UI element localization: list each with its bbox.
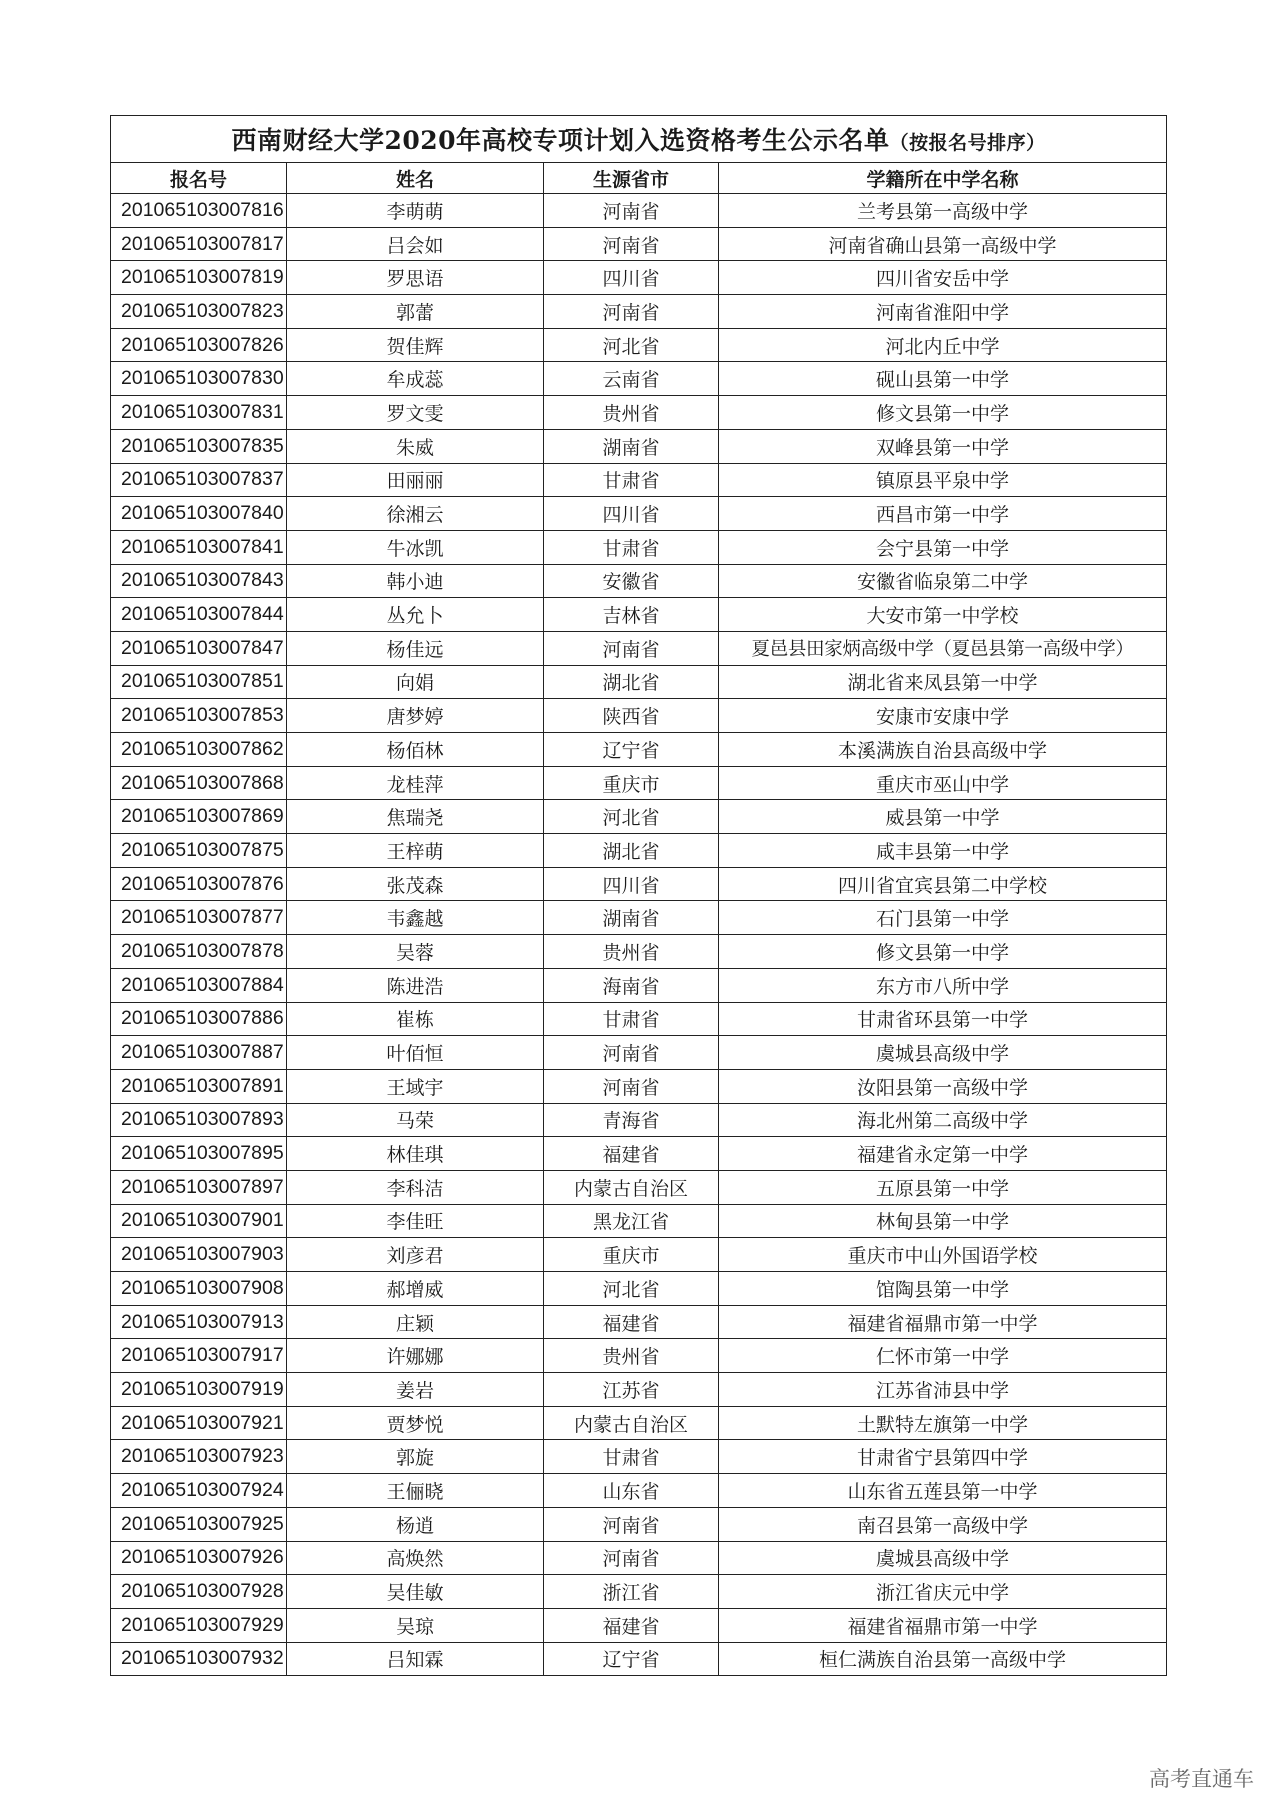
student-name-cell: 吴琼 [287,1608,544,1642]
school-name-cell: 夏邑县田家炳高级中学（夏邑县第一高级中学） [719,631,1167,665]
registration-number-cell: 201065103007919 [111,1373,287,1407]
registration-number-cell: 201065103007844 [111,598,287,632]
table-row [111,766,1167,800]
table-row [111,1204,1167,1238]
student-name-cell: 王域宇 [287,1069,544,1103]
school-name-cell: 海北州第二高级中学 [719,1103,1167,1137]
table-row [111,935,1167,969]
school-name-cell: 浙江省庆元中学 [719,1575,1167,1609]
province-cell: 福建省 [544,1305,719,1339]
student-name-cell: 李萌萌 [287,194,544,228]
table-row [111,328,1167,362]
registration-number-cell: 201065103007929 [111,1608,287,1642]
school-name-cell: 威县第一中学 [719,800,1167,834]
province-cell: 山东省 [544,1474,719,1508]
province-cell: 四川省 [544,497,719,531]
table-row [111,1339,1167,1373]
school-name-cell: 福建省福鼎市第一中学 [719,1305,1167,1339]
registration-number-cell: 201065103007826 [111,328,287,362]
student-name-cell: 朱威 [287,429,544,463]
province-cell: 吉林省 [544,598,719,632]
student-name-cell: 林佳琪 [287,1137,544,1171]
registration-number-cell: 201065103007884 [111,968,287,1002]
school-name-cell: 江苏省沛县中学 [719,1373,1167,1407]
registration-number-cell: 201065103007847 [111,631,287,665]
student-name-cell: 李佳旺 [287,1204,544,1238]
registration-number-cell: 201065103007835 [111,429,287,463]
province-cell: 海南省 [544,968,719,1002]
province-cell: 河北省 [544,328,719,362]
table-row [111,564,1167,598]
school-name-cell: 福建省永定第一中学 [719,1137,1167,1171]
school-name-cell: 汝阳县第一高级中学 [719,1069,1167,1103]
table-row [111,1541,1167,1575]
school-name-cell: 兰考县第一高级中学 [719,194,1167,228]
registration-number-cell: 201065103007817 [111,227,287,261]
registration-number-cell: 201065103007891 [111,1069,287,1103]
table-row [111,1137,1167,1171]
student-name-cell: 叶佰恒 [287,1036,544,1070]
province-cell: 河南省 [544,1541,719,1575]
table-row [111,1507,1167,1541]
province-cell: 四川省 [544,261,719,295]
province-cell: 贵州省 [544,396,719,430]
table-row [111,1608,1167,1642]
registration-number-cell: 201065103007897 [111,1170,287,1204]
table-row [111,800,1167,834]
province-cell: 湖北省 [544,834,719,868]
student-name-cell: 高焕然 [287,1541,544,1575]
table-row [111,1103,1167,1137]
province-cell: 贵州省 [544,935,719,969]
column-header-school: 学籍所在中学名称 [719,163,1167,194]
table-row [111,1238,1167,1272]
school-name-cell: 西昌市第一中学 [719,497,1167,531]
table-row [111,1642,1167,1676]
student-name-cell: 姜岩 [287,1373,544,1407]
province-cell: 湖南省 [544,429,719,463]
school-name-cell: 湖北省来凤县第一中学 [719,665,1167,699]
school-name-cell: 河南省确山县第一高级中学 [719,227,1167,261]
table-row [111,834,1167,868]
school-name-cell: 甘肃省环县第一中学 [719,1002,1167,1036]
student-name-cell: 向娟 [287,665,544,699]
registration-number-cell: 201065103007901 [111,1204,287,1238]
table-body [111,194,1167,1676]
registration-number-cell: 201065103007932 [111,1642,287,1676]
registration-number-cell: 201065103007819 [111,261,287,295]
school-name-cell: 东方市八所中学 [719,968,1167,1002]
school-name-cell: 四川省安岳中学 [719,261,1167,295]
registration-number-cell: 201065103007840 [111,497,287,531]
table-row [111,1036,1167,1070]
school-name-cell: 安康市安康中学 [719,699,1167,733]
province-cell: 贵州省 [544,1339,719,1373]
registration-number-cell: 201065103007924 [111,1474,287,1508]
registration-number-cell: 201065103007869 [111,800,287,834]
table-row [111,396,1167,430]
student-name-cell: 郭旋 [287,1440,544,1474]
table-row [111,497,1167,531]
table-row [111,1373,1167,1407]
school-name-cell: 桓仁满族自治县第一高级中学 [719,1642,1167,1676]
table-row [111,227,1167,261]
student-name-cell: 马荣 [287,1103,544,1137]
student-name-cell: 牟成蕊 [287,362,544,396]
table-row [111,665,1167,699]
registration-number-cell: 201065103007875 [111,834,287,868]
student-name-cell: 庄颖 [287,1305,544,1339]
registration-number-cell: 201065103007878 [111,935,287,969]
registration-number-cell: 201065103007851 [111,665,287,699]
registration-number-cell: 201065103007928 [111,1575,287,1609]
province-cell: 重庆市 [544,1238,719,1272]
student-name-cell: 焦瑞尧 [287,800,544,834]
school-name-cell: 土默特左旗第一中学 [719,1406,1167,1440]
table-row [111,295,1167,329]
province-cell: 河南省 [544,1069,719,1103]
title-text: 西南财经大学2020年高校专项计划入选资格考生公示名单 [231,126,890,155]
school-name-cell: 虞城县高级中学 [719,1541,1167,1575]
registration-number-cell: 201065103007908 [111,1272,287,1306]
school-name-cell: 河南省淮阳中学 [719,295,1167,329]
province-cell: 甘肃省 [544,463,719,497]
table-row [111,699,1167,733]
table-row [111,598,1167,632]
province-cell: 河南省 [544,1036,719,1070]
registration-number-cell: 201065103007925 [111,1507,287,1541]
province-cell: 内蒙古自治区 [544,1406,719,1440]
school-name-cell: 四川省宜宾县第二中学校 [719,867,1167,901]
school-name-cell: 南召县第一高级中学 [719,1507,1167,1541]
student-name-cell: 杨佰林 [287,733,544,767]
registration-number-cell: 201065103007853 [111,699,287,733]
table-row [111,362,1167,396]
registration-number-cell: 201065103007816 [111,194,287,228]
province-cell: 内蒙古自治区 [544,1170,719,1204]
table-row [111,867,1167,901]
province-cell: 辽宁省 [544,733,719,767]
student-name-cell: 王梓萌 [287,834,544,868]
table-row [111,429,1167,463]
registration-number-cell: 201065103007830 [111,362,287,396]
registration-number-cell: 201065103007895 [111,1137,287,1171]
school-name-cell: 林甸县第一中学 [719,1204,1167,1238]
student-name-cell: 吕会如 [287,227,544,261]
province-cell: 江苏省 [544,1373,719,1407]
province-cell: 河北省 [544,1272,719,1306]
column-header-name: 姓名 [287,163,544,194]
table-row [111,463,1167,497]
province-cell: 甘肃省 [544,1440,719,1474]
school-name-cell: 双峰县第一中学 [719,429,1167,463]
province-cell: 河南省 [544,631,719,665]
registration-number-cell: 201065103007831 [111,396,287,430]
document-title [111,116,1167,163]
student-name-cell: 李科洁 [287,1170,544,1204]
province-cell: 河北省 [544,800,719,834]
province-cell: 陕西省 [544,699,719,733]
student-name-cell: 韦鑫越 [287,901,544,935]
school-name-cell: 河北内丘中学 [719,328,1167,362]
student-name-cell: 罗文雯 [287,396,544,430]
registration-number-cell: 201065103007876 [111,867,287,901]
watermark-text: 高考直通车 [1149,1767,1254,1791]
school-name-cell: 馆陶县第一中学 [719,1272,1167,1306]
province-cell: 湖北省 [544,665,719,699]
school-name-cell: 仁怀市第一中学 [719,1339,1167,1373]
table-row [111,261,1167,295]
registration-number-cell: 201065103007913 [111,1305,287,1339]
column-header-province: 生源省市 [544,163,719,194]
registration-number-cell: 201065103007862 [111,733,287,767]
province-cell: 青海省 [544,1103,719,1137]
table-row [111,1170,1167,1204]
registration-number-cell: 201065103007843 [111,564,287,598]
table-row [111,1069,1167,1103]
school-name-cell: 石门县第一中学 [719,901,1167,935]
registration-number-cell: 201065103007837 [111,463,287,497]
table-row [111,1440,1167,1474]
province-cell: 甘肃省 [544,1002,719,1036]
student-name-cell: 张茂森 [287,867,544,901]
registration-number-cell: 201065103007926 [111,1541,287,1575]
student-name-cell: 田丽丽 [287,463,544,497]
province-cell: 湖南省 [544,901,719,935]
title-note: （按报名号排序） [889,132,1046,154]
school-name-cell: 修文县第一中学 [719,396,1167,430]
table-row [111,733,1167,767]
school-name-cell: 山东省五莲县第一中学 [719,1474,1167,1508]
registration-number-cell: 201065103007886 [111,1002,287,1036]
student-name-cell: 杨逍 [287,1507,544,1541]
column-header-registration-number: 报名号 [111,163,287,194]
school-name-cell: 咸丰县第一中学 [719,834,1167,868]
registration-number-cell: 201065103007893 [111,1103,287,1137]
student-name-cell: 贺佳辉 [287,328,544,362]
province-cell: 辽宁省 [544,1642,719,1676]
header-row [111,163,1167,194]
table-row [111,1272,1167,1306]
student-name-cell: 罗思语 [287,261,544,295]
student-name-cell: 韩小迪 [287,564,544,598]
table-row [111,901,1167,935]
registration-number-cell: 201065103007868 [111,766,287,800]
student-name-cell: 吴佳敏 [287,1575,544,1609]
province-cell: 河南省 [544,227,719,261]
table-row [111,1002,1167,1036]
student-name-cell: 龙桂萍 [287,766,544,800]
school-name-cell: 重庆市中山外国语学校 [719,1238,1167,1272]
province-cell: 甘肃省 [544,530,719,564]
school-name-cell: 甘肃省宁县第四中学 [719,1440,1167,1474]
province-cell: 黑龙江省 [544,1204,719,1238]
registration-number-cell: 201065103007903 [111,1238,287,1272]
student-name-cell: 贾梦悦 [287,1406,544,1440]
school-name-cell: 重庆市巫山中学 [719,766,1167,800]
table-row [111,194,1167,228]
table-row [111,1474,1167,1508]
school-name-cell: 本溪满族自治县高级中学 [719,733,1167,767]
school-name-cell: 砚山县第一中学 [719,362,1167,396]
student-name-cell: 王俪晓 [287,1474,544,1508]
student-name-cell: 吕知霖 [287,1642,544,1676]
registration-number-cell: 201065103007841 [111,530,287,564]
table-row [111,530,1167,564]
province-cell: 福建省 [544,1608,719,1642]
student-name-cell: 许娜娜 [287,1339,544,1373]
table-row [111,1305,1167,1339]
school-name-cell: 虞城县高级中学 [719,1036,1167,1070]
table-row [111,1406,1167,1440]
school-name-cell: 会宁县第一中学 [719,530,1167,564]
table-row [111,1575,1167,1609]
student-name-cell: 牛冰凯 [287,530,544,564]
school-name-cell: 修文县第一中学 [719,935,1167,969]
student-name-cell: 刘彦君 [287,1238,544,1272]
registration-number-cell: 201065103007923 [111,1440,287,1474]
table-row [111,968,1167,1002]
province-cell: 福建省 [544,1137,719,1171]
student-name-cell: 徐湘云 [287,497,544,531]
province-cell: 河南省 [544,295,719,329]
province-cell: 安徽省 [544,564,719,598]
school-name-cell: 五原县第一中学 [719,1170,1167,1204]
school-name-cell: 大安市第一中学校 [719,598,1167,632]
province-cell: 河南省 [544,194,719,228]
title-row [111,116,1167,163]
student-name-cell: 郭蕾 [287,295,544,329]
province-cell: 河南省 [544,1507,719,1541]
registration-number-cell: 201065103007877 [111,901,287,935]
school-name-cell: 镇原县平泉中学 [719,463,1167,497]
applicant-list-table [110,115,1167,1676]
table-row [111,631,1167,665]
student-name-cell: 崔栋 [287,1002,544,1036]
registration-number-cell: 201065103007887 [111,1036,287,1070]
province-cell: 浙江省 [544,1575,719,1609]
province-cell: 重庆市 [544,766,719,800]
school-name-cell: 福建省福鼎市第一中学 [719,1608,1167,1642]
student-name-cell: 杨佳远 [287,631,544,665]
student-name-cell: 陈进浩 [287,968,544,1002]
province-cell: 云南省 [544,362,719,396]
student-name-cell: 郝增威 [287,1272,544,1306]
student-name-cell: 唐梦婷 [287,699,544,733]
registration-number-cell: 201065103007823 [111,295,287,329]
registration-number-cell: 201065103007917 [111,1339,287,1373]
province-cell: 四川省 [544,867,719,901]
student-name-cell: 吴蓉 [287,935,544,969]
student-name-cell: 丛允卜 [287,598,544,632]
school-name-cell: 安徽省临泉第二中学 [719,564,1167,598]
registration-number-cell: 201065103007921 [111,1406,287,1440]
